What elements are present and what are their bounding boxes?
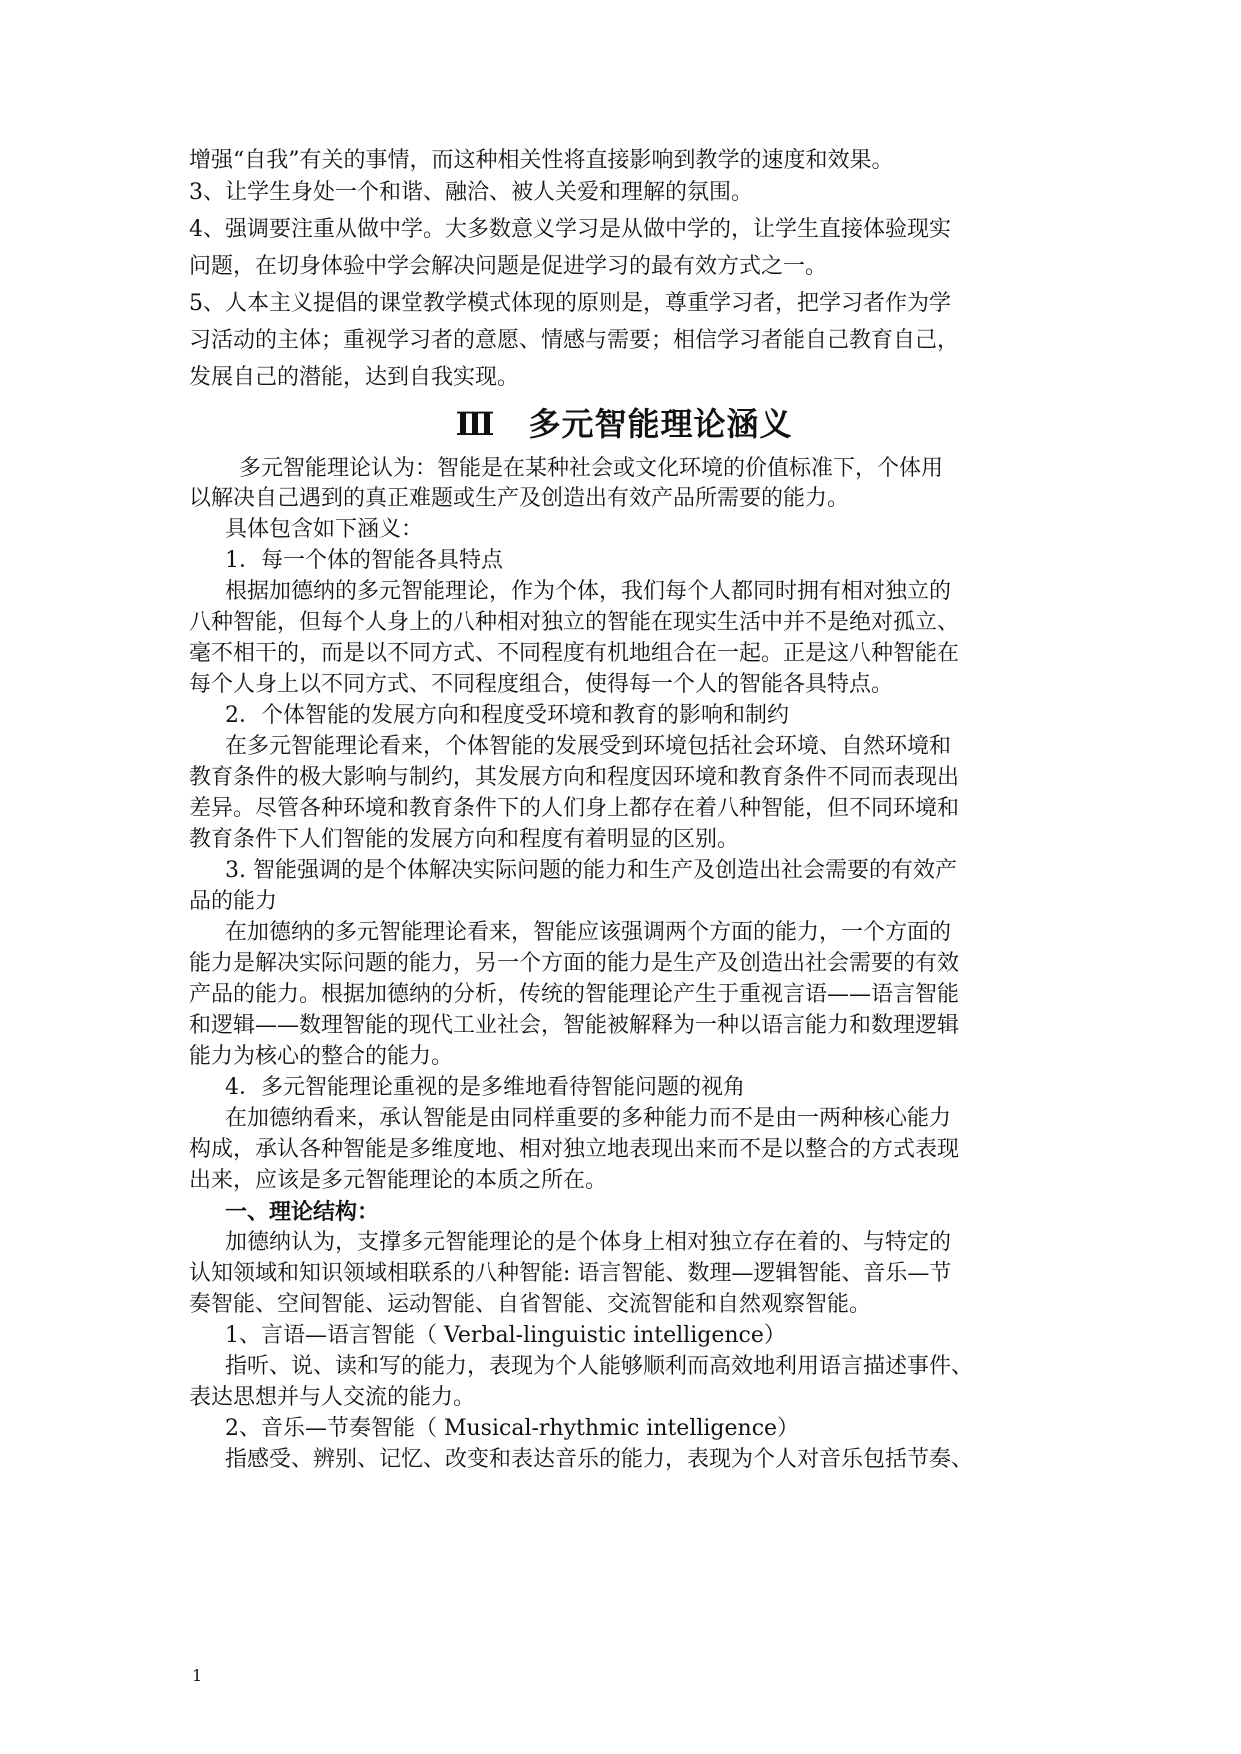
text-line: 八种智能，但每个人身上的八种相对独立的智能在现实生活中并不是绝对孤立、	[189, 610, 960, 635]
text-line: 认知领域和知识领域相联系的八种智能: 语言智能、数理—逻辑智能、音乐—节	[189, 1261, 952, 1286]
text-line: 在多元智能理论看来，个体智能的发展受到环境包括社会环境、自然环境和	[225, 734, 952, 759]
text-line: 指感受、辨别、记忆、改变和表达音乐的能力，表现为个人对音乐包括节奏、	[225, 1447, 974, 1472]
text-line: 以解决自己遇到的真正难题或生产及创造出有效产品所需要的能力。	[189, 486, 850, 511]
text-line: 问题，在切身体验中学会解决问题是促进学习的最有效方式之一。	[189, 254, 828, 279]
list-heading: 1、言语—语言智能（ Verbal-linguistic intelligence）	[225, 1323, 786, 1348]
text-line: 指听、说、读和写的能力，表现为个人能够顺利而高效地利用语言描述事件、	[225, 1354, 974, 1379]
text-line: 表达思想并与人交流的能力。	[189, 1385, 476, 1410]
list-heading: 4．多元智能理论重视的是多维地看待智能问题的视角	[225, 1075, 745, 1100]
text-line: 在加德纳看来，承认智能是由同样重要的多种能力而不是由一两种核心能力	[225, 1106, 952, 1131]
page-number: 1	[192, 1666, 203, 1685]
text-line: 加德纳认为，支撑多元智能理论的是个体身上相对独立存在着的、与特定的	[225, 1230, 952, 1255]
text-line: 能力是解决实际问题的能力，另一个方面的能力是生产及创造出社会需要的有效	[189, 951, 960, 976]
list-heading: 2．个体智能的发展方向和程度受环境和教育的影响和制约	[225, 703, 789, 728]
text-line: 每个人身上以不同方式、不同程度组合，使得每一个人的智能各具特点。	[189, 672, 894, 697]
text-line: 构成，承认各种智能是多维度地、相对独立地表现出来而不是以整合的方式表现	[189, 1137, 960, 1162]
text-line: 多元智能理论认为：智能是在某种社会或文化环境的价值标准下，个体用	[239, 456, 944, 481]
section-heading: Ⅲ 多元智能理论涵义	[455, 405, 793, 443]
text-line: 出来，应该是多元智能理论的本质之所在。	[189, 1168, 608, 1193]
text-line: 教育条件下人们智能的发展方向和程度有着明显的区别。	[189, 827, 740, 852]
text-line: 差异。尽管各种环境和教育条件下的人们身上都存在着八种智能，但不同环境和	[189, 796, 960, 821]
text-line: 5、人本主义提倡的课堂教学模式体现的原则是，尊重学习者，把学习者作为学	[189, 291, 951, 316]
list-heading: 1．每一个体的智能各具特点	[225, 548, 503, 573]
text-line: 能力为核心的整合的能力。	[189, 1044, 454, 1069]
list-heading: 品的能力	[189, 889, 278, 914]
text-line: 奏智能、空间智能、运动智能、自省智能、交流智能和自然观察智能。	[189, 1292, 872, 1317]
text-line: 发展自己的潜能，达到自我实现。	[189, 365, 520, 390]
text-line: 教育条件的极大影响与制约，其发展方向和程度因环境和教育条件不同而表现出	[189, 765, 960, 790]
text-line: 毫不相干的，而是以不同方式、不同程度有机地组合在一起。正是这八种智能在	[189, 641, 960, 666]
text-line: 4、强调要注重从做中学。大多数意义学习是从做中学的，让学生直接体验现实	[189, 217, 951, 242]
text-line: 习活动的主体；重视学习者的意愿、情感与需要；相信学习者能自己教育自己，	[189, 328, 960, 353]
text-line: 增强“自我”有关的事情，而这种相关性将直接影响到教学的速度和效果。	[189, 148, 894, 173]
list-heading: 2、音乐—节奏智能（ Musical-rhythmic intelligence）	[225, 1416, 800, 1441]
text-line: 3、让学生身处一个和谐、融洽、被人关爱和理解的氛围。	[189, 180, 753, 205]
text-line: 和逻辑——数理智能的现代工业社会，智能被解释为一种以语言能力和数理逻辑	[189, 1013, 960, 1038]
list-heading: 3. 智能强调的是个体解决实际问题的能力和生产及创造出社会需要的有效产	[225, 858, 957, 883]
text-line: 具体包含如下涵义：	[225, 517, 424, 542]
subsection-heading: 一、理论结构：	[225, 1199, 380, 1225]
text-line: 根据加德纳的多元智能理论，作为个体，我们每个人都同时拥有相对独立的	[225, 579, 952, 604]
text-line: 在加德纳的多元智能理论看来，智能应该强调两个方面的能力，一个方面的	[225, 920, 952, 945]
text-line: 产品的能力。根据加德纳的分析，传统的智能理论产生于重视言语——语言智能	[189, 982, 960, 1007]
